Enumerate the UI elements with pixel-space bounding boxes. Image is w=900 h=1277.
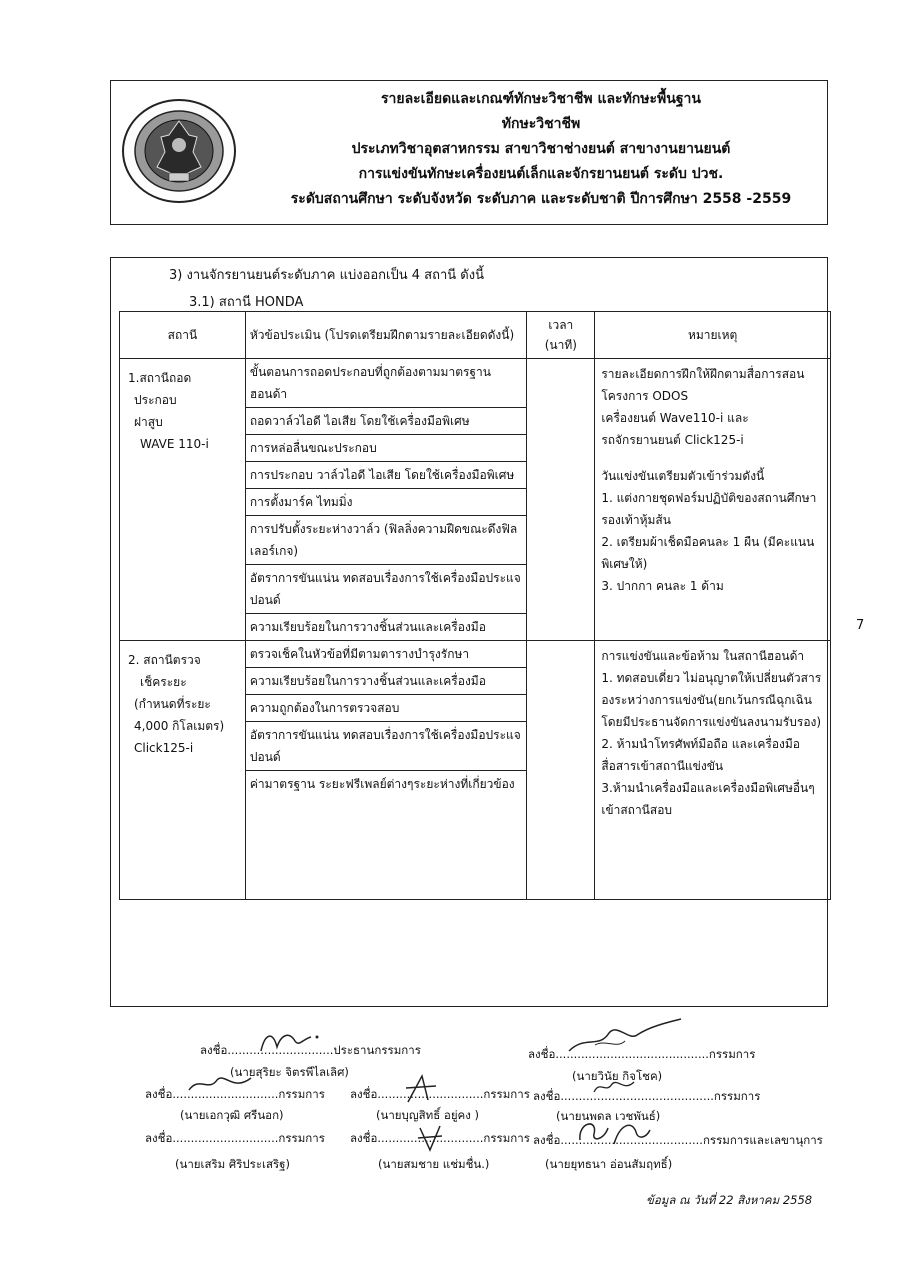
note-line: 2. ห้ามนำโทรศัพท์มือถือ และเครื่องมือสื่อสารเข้าสถานีแข่งขัน bbox=[601, 737, 801, 773]
criteria-item: การหล่อลื่นขณะประกอบ bbox=[246, 435, 526, 462]
signatory-name: (นายเสริม ศิริประเสริฐ) bbox=[175, 1157, 290, 1171]
header-station: สถานี bbox=[120, 312, 246, 359]
station-line: 2. สถานีตรวจ bbox=[128, 653, 201, 667]
station-line: 4,000 กิโลเมตร) bbox=[134, 719, 225, 733]
criteria-item: การตั้งมาร์ค ไทมมิ่ง bbox=[246, 489, 526, 516]
header-title-line-5: ระดับสถานศึกษา ระดับจังหวัด ระดับภาค และระดับชาติ ปีการศึกษา 2558 -2559 bbox=[290, 191, 792, 207]
station-line: ประกอบ bbox=[134, 393, 177, 407]
signatory-name: (นายสมชาย แช่มชื่น.) bbox=[378, 1157, 490, 1171]
signatory-name: (นายวินัย กิจโชค) bbox=[572, 1069, 663, 1083]
note-line: วันแข่งขันเตรียมตัวเข้าร่วมดังนี้ bbox=[601, 469, 765, 483]
station-line: เช็คระยะ bbox=[140, 675, 187, 689]
criteria-item: ตรวจเช็คในหัวข้อที่มีตามตารางบำรุงรักษา bbox=[246, 641, 526, 668]
station-cell bbox=[120, 359, 246, 641]
evaluation-table bbox=[119, 311, 831, 900]
note-line: 1. ทดสอบเดี่ยว ไม่อนุญาตให้เปลี่ยนตัวสารองระหว่างการแข่งขัน(ยกเว้นกรณีฉุกเฉิน โดยมีประธานจัดการแข่งขันลงนามรับรอง) bbox=[601, 671, 822, 729]
document-header bbox=[110, 80, 828, 225]
page-number: 7 bbox=[856, 618, 865, 633]
header-criteria: หัวข้อประเมิน (โปรดเตรียมฝึกตามรายละเอียดดังนี้) bbox=[245, 312, 526, 359]
time-cell bbox=[527, 359, 595, 641]
time-cell bbox=[527, 641, 595, 900]
station-cell bbox=[120, 641, 246, 900]
association-logo-seal bbox=[119, 97, 239, 205]
criteria-cell bbox=[245, 641, 526, 900]
note-line: 3. ปากกา คนละ 1 ด้าม bbox=[601, 579, 724, 593]
station-line: WAVE 110-i bbox=[140, 437, 209, 451]
signature-line: ลงชื่อ.............................กรรมการ bbox=[350, 1131, 530, 1145]
notes-cell bbox=[595, 359, 831, 641]
criteria-cell bbox=[245, 359, 526, 641]
signature-line: ลงชื่อ.......................................กรรมการและเลขานุการ bbox=[533, 1133, 823, 1147]
signature-line: ลงชื่อ.............................กรรมการ bbox=[350, 1087, 530, 1101]
note-line: รถจักรยานยนต์ Click125-i bbox=[601, 433, 744, 447]
note-line: 3.ห้ามนำเครื่องมือและเครื่องมือพิเศษอื่นๆเข้าสถานีสอบ bbox=[601, 781, 815, 817]
station-line: 1.สถานีถอด bbox=[128, 371, 192, 385]
handwritten-signature bbox=[565, 1015, 685, 1059]
criteria-item: การประกอบ วาล์วไอดี ไอเสีย โดยใช้เครื่องมือพิเศษ bbox=[246, 462, 526, 489]
signature-line: ลงชื่อ.............................กรรมการ bbox=[145, 1087, 325, 1101]
signatory-name: (นายสุริยะ จิตรพีไลเลิศ) bbox=[230, 1065, 349, 1079]
criteria-item: อัตราการขันแน่น ทดสอบเรื่องการใช้เครื่องมือประแจปอนด์ bbox=[246, 722, 526, 771]
station-line: (กำหนดที่ระยะ bbox=[134, 697, 211, 711]
handwritten-signature bbox=[412, 1120, 448, 1154]
notes-cell bbox=[595, 641, 831, 900]
handwritten-signature bbox=[574, 1114, 654, 1148]
criteria-item: ขั้นตอนการถอดประกอบที่ถูกต้องตามมาตรฐานฮอนด้า bbox=[246, 359, 526, 408]
note-line: การแข่งขันและข้อห้าม ในสถานีฮอนด้า bbox=[601, 649, 805, 663]
criteria-item: ความถูกต้องในการตรวจสอบ bbox=[246, 695, 526, 722]
criteria-item: อัตราการขันแน่น ทดสอบเรื่องการใช้เครื่องมือประแจปอนด์ bbox=[246, 565, 526, 614]
signatory-name: (นายนพดล เวชพันธ์) bbox=[556, 1109, 661, 1123]
criteria-item: ถอดวาล์วไอดี ไอเสีย โดยใช้เครื่องมือพิเศษ bbox=[246, 408, 526, 435]
signature-line: ลงชื่อ..........................................กรรมการ bbox=[528, 1047, 756, 1061]
handwritten-signature bbox=[402, 1072, 442, 1106]
table-row bbox=[120, 359, 831, 641]
note-line: รายละเอียดการฝึกให้ฝึกตามสื่อการสอนโครงการ ODOS bbox=[601, 367, 805, 403]
header-title-line-3: ประเภทวิชาอุตสาหกรรม สาขาวิชาช่างยนต์ สาขางานยานยนต์ bbox=[351, 141, 731, 157]
header-title-line-1: รายละเอียดและเกณฑ์ทักษะวิชาชีพ และทักษะพื้นฐาน bbox=[381, 91, 701, 107]
signatory-name: (นายยุทธนา อ่อนสัมฤทธิ์) bbox=[545, 1157, 673, 1171]
signatory-name: (นายบุญสิทธิ์ อยู่คง ) bbox=[376, 1108, 480, 1122]
handwritten-signature bbox=[590, 1074, 638, 1098]
handwritten-signature bbox=[255, 1025, 325, 1059]
station-line: ฝาสูบ bbox=[134, 415, 163, 429]
note-line: 1. แต่งกายชุดฟอร์มปฏิบัติของสถานศึกษา รองเท้าหุ้มส้น bbox=[601, 491, 817, 527]
header-title bbox=[261, 87, 821, 212]
criteria-item: ความเรียบร้อยในการวางชิ้นส่วนและเครื่องมือ bbox=[246, 668, 526, 695]
section-heading: 3) งานจักรยานยนต์ระดับภาค แบ่งออกเป็น 4 สถานี ดังนี้ bbox=[169, 268, 484, 283]
signatory-name: (นายเอกวุฒิ ศรีนอก) bbox=[180, 1108, 284, 1122]
note-line: 2. เตรียมผ้าเช็ดมือคนละ 1 ผืน (มีคะแนนพิเศษให้) bbox=[601, 535, 815, 571]
signature-line: ลงชื่อ..........................................กรรมการ bbox=[533, 1089, 761, 1103]
station-line: Click125-i bbox=[134, 741, 194, 755]
signature-line: ลงชื่อ.............................กรรมการ bbox=[145, 1131, 325, 1145]
header-title-line-4: การแข่งขันทักษะเครื่องยนต์เล็กและจักรยานยนต์ ระดับ ปวช. bbox=[358, 166, 724, 182]
data-date-note: ข้อมูล ณ วันที่ 22 สิงหาคม 2558 bbox=[646, 1193, 813, 1207]
table-header-row bbox=[120, 312, 831, 359]
table-row bbox=[120, 641, 831, 900]
handwritten-signature bbox=[185, 1070, 255, 1098]
criteria-item: ค่ามาตรฐาน ระยะฟรีเพลย์ต่างๆระยะห่างที่เกี่ยวข้อง bbox=[249, 777, 515, 791]
content-frame bbox=[110, 257, 828, 1007]
criteria-item: การปรับตั้งระยะห่างวาล์ว (ฟิลลิ่งความฝืดขณะดึงฟิลเลอร์เกจ) bbox=[246, 516, 526, 565]
criteria-item: ความเรียบร้อยในการวางชิ้นส่วนและเครื่องมือ bbox=[249, 620, 486, 634]
header-time: เวลา (นาที) bbox=[527, 312, 595, 359]
sub-heading: 3.1) สถานี HONDA bbox=[189, 295, 304, 310]
note-line: เครื่องยนต์ Wave110-i และ bbox=[601, 411, 749, 425]
signature-line: ลงชื่อ.............................ประธานกรรมการ bbox=[200, 1043, 421, 1057]
note-spacer bbox=[601, 451, 824, 465]
header-notes: หมายเหตุ bbox=[595, 312, 831, 359]
header-title-line-2: ทักษะวิชาชีพ bbox=[501, 116, 581, 132]
